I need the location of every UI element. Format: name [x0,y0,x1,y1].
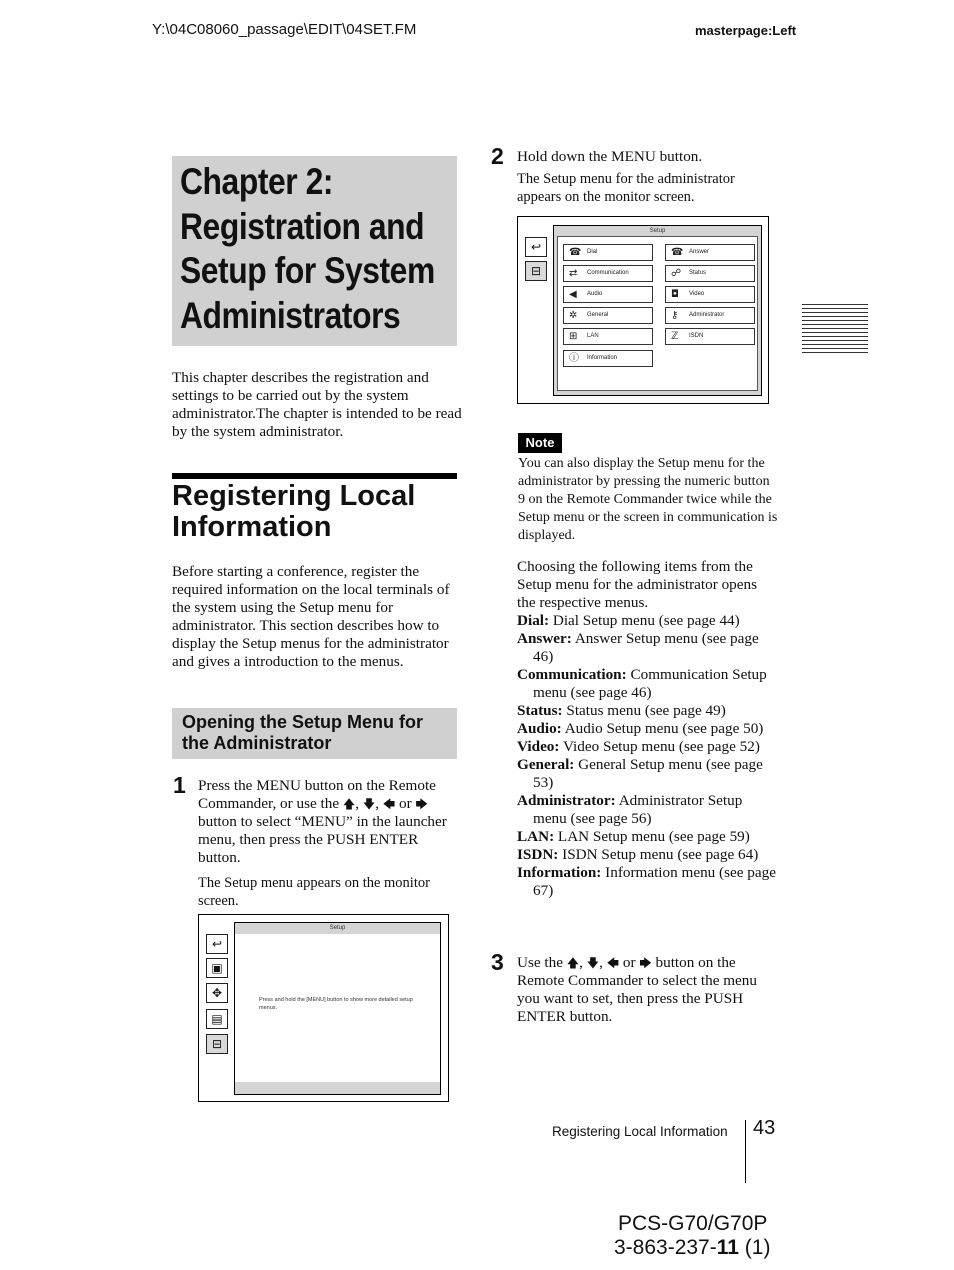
menu-grid [557,236,758,391]
isdn-icon: ℤ [671,331,679,342]
subsection-title [182,712,452,754]
note-label: Note [518,433,562,453]
move-icon[interactable]: ✥ [206,983,228,1003]
section-paragraph: Before starting a conference, register the required information on the local terminals of the system using the Setup menu for administrator. This section describes how to display the Setup menus for the administrator and gives a introduction to the menus. [172,563,450,670]
part-code-suffix: (1) [738,1236,771,1259]
down-arrow-icon: 🡇 [362,797,376,811]
menu-item-label: Status [689,270,707,276]
subsection-title-line: Opening the Setup Menu for [182,712,423,732]
step-text: Press the MENU button on the Remote Commander, or use the [198,777,436,812]
list-item [517,846,779,864]
setup-panel [234,922,441,1095]
list-item [517,756,779,792]
list-desc: Video Setup menu (see page 52) [563,738,760,755]
list-desc: ISDN Setup menu (see page 64) [562,846,759,863]
step-1-note: The Setup menu appears on the monitor screen. [198,875,430,909]
list-term: ISDN: [517,846,559,863]
key-icon: ⚷ [671,310,679,321]
status-icon: ☍ [671,268,682,279]
chapter-intro: This chapter describes the registration and settings to be carried out by the system administrator.The chapter is intended to be read by the system administrator. [172,369,462,440]
list-desc: Dial Setup menu (see page 44) [552,612,740,629]
step-text: button on the Remote Commander to select the menu you want to set, then press the PUSH ENTER button. [517,954,757,1025]
menu-item-isdn[interactable] [665,328,755,345]
menu-item-communication[interactable] [563,265,653,282]
menu-item-answer[interactable] [665,244,755,261]
section-rule [172,473,457,479]
phone-icon: ☎ [569,247,582,258]
menu-item-audio[interactable] [563,286,653,303]
masterpage-label: masterpage:Left [695,23,797,38]
list-item [517,612,779,630]
subsection-title-line: the Administrator [182,733,332,753]
list-desc: LAN Setup menu (see page 59) [557,828,750,845]
step-number: 3 [491,949,504,975]
menu-item-status[interactable] [665,265,755,282]
menu-item-administrator[interactable] [665,307,755,324]
model-number: PCS-G70/G70P [618,1212,768,1235]
step-2-text: Hold down the MENU button. [517,148,703,165]
down-arrow-icon: 🡇 [586,956,600,970]
list-desc: Communication Setup menu (see page 46) [533,666,767,701]
menu-list-intro: Choosing the following items from the Setup menu for the administrator opens the respective menus. [517,558,757,611]
chapter-title-line: Setup for System [180,250,435,291]
menu-item-label: Administrator [689,312,725,318]
menu-list [517,612,779,900]
setup-screen-basic [198,914,449,1102]
list-item [517,630,779,666]
up-arrow-icon: 🡅 [566,956,580,970]
menu-item-dial[interactable] [563,244,653,261]
footer-section-name: Registering Local Information [552,1124,728,1139]
list-item [517,720,779,738]
step-number: 1 [173,772,186,798]
list-desc: Answer Setup menu (see page 46) [533,630,759,665]
panel-footer [235,1082,440,1094]
list-desc: Audio Setup menu (see page 50) [564,720,764,737]
step-text: button to select “MENU” in the launcher menu, then press the PUSH ENTER button. [198,813,447,866]
menu-item-label: Audio [587,291,603,297]
separator: , [355,795,360,812]
menu-item-label: Dial [587,249,598,255]
gear-icon: ✲ [569,310,578,321]
menu-item-general[interactable] [563,307,653,324]
list-item [517,828,779,846]
menu-item-label: Information [587,355,618,361]
phone-answer-icon: ☎ [671,247,684,258]
list-desc: Information menu (see page 67) [533,864,776,899]
left-arrow-icon: 🡄 [382,797,396,811]
list-term: Video: [517,738,560,755]
menu-item-information[interactable] [563,350,653,367]
return-icon[interactable]: ↩ [206,934,228,954]
page-number: 43 [753,1117,776,1139]
list-desc: Administrator Setup menu (see page 56) [533,792,743,827]
separator: or [398,795,412,812]
menu-item-lan[interactable] [563,328,653,345]
card-icon[interactable]: ▤ [206,1009,228,1029]
step-3-text [517,954,779,1026]
menu-item-video[interactable] [665,286,755,303]
part-code-prefix: 3-863-237- [614,1236,717,1259]
setup-screen-admin [517,216,769,404]
list-item [517,666,779,702]
list-item [517,738,779,756]
list-term: Dial: [517,612,550,629]
menu-item-label: Video [689,291,705,297]
toolbox-icon[interactable]: ⊟ [525,261,547,281]
list-term: Administrator: [517,792,616,809]
chapter-title [180,160,435,338]
chapter-thumb-tab [802,304,868,356]
separator: , [375,795,379,812]
chapter-title-line: Chapter 2: [180,161,334,202]
right-arrow-icon: 🡆 [639,956,652,970]
list-term: General: [517,756,575,773]
list-desc: Status menu (see page 49) [566,702,726,719]
separator: , [579,954,583,971]
network-icon: ⊞ [569,331,578,342]
list-item [517,864,779,900]
list-term: LAN: [517,828,555,845]
chapter-title-line: Registration and [180,205,425,247]
footer-divider [745,1120,746,1183]
menu-item-label: Communication [587,270,629,276]
step-1-text [198,777,460,867]
panel-message: Press and hold the [MENU] button to show more detailed setup menus. [259,997,413,1011]
separator: or [622,954,636,971]
list-term: Information: [517,864,602,881]
left-arrow-icon: 🡄 [606,956,620,970]
section-title-line: Information [172,511,332,543]
exchange-icon: ⇄ [569,268,578,279]
panel-title: Setup [554,226,761,236]
toolbox-icon[interactable]: ⊟ [206,1034,228,1054]
part-code-bold: 11 [716,1236,739,1259]
menu-item-label: LAN [587,333,599,339]
step-2-note: The Setup menu for the administrator appears on the monitor screen. [517,171,735,205]
right-arrow-icon: 🡆 [415,797,428,811]
note-text: You can also display the Setup menu for the administrator by pressing the numeric button 9 on the Remote Commander twice while the Setup menu or the screen in communication is displayed. [518,456,778,543]
part-code [614,1236,770,1260]
list-term: Status: [517,702,563,719]
person-icon[interactable]: ▣ [206,958,228,978]
file-path: Y:\04C08060_passage\EDIT\04SET.FM [152,21,417,38]
camera-icon: ◘ [671,289,679,300]
panel-title: Setup [235,923,440,934]
list-desc: General Setup menu (see page 53) [533,756,763,791]
speaker-icon: ◀ [569,289,577,300]
section-title [172,481,462,543]
separator: , [599,954,603,971]
chapter-title-line: Administrators [180,294,401,336]
setup-panel [553,225,762,396]
step-text: Use the [517,954,563,971]
list-term: Audio: [517,720,562,737]
list-term: Answer: [517,630,572,647]
section-title-line: Registering Local [172,480,416,512]
step-number: 2 [491,143,504,169]
menu-item-label: Answer [689,249,710,255]
return-icon[interactable]: ↩ [525,237,547,257]
list-term: Communication: [517,666,627,683]
menu-item-label: ISDN [689,333,704,339]
info-icon: ⓘ [569,353,579,364]
menu-item-label: General [587,312,609,318]
up-arrow-icon: 🡅 [342,797,356,811]
list-item [517,792,779,828]
list-item [517,702,779,720]
